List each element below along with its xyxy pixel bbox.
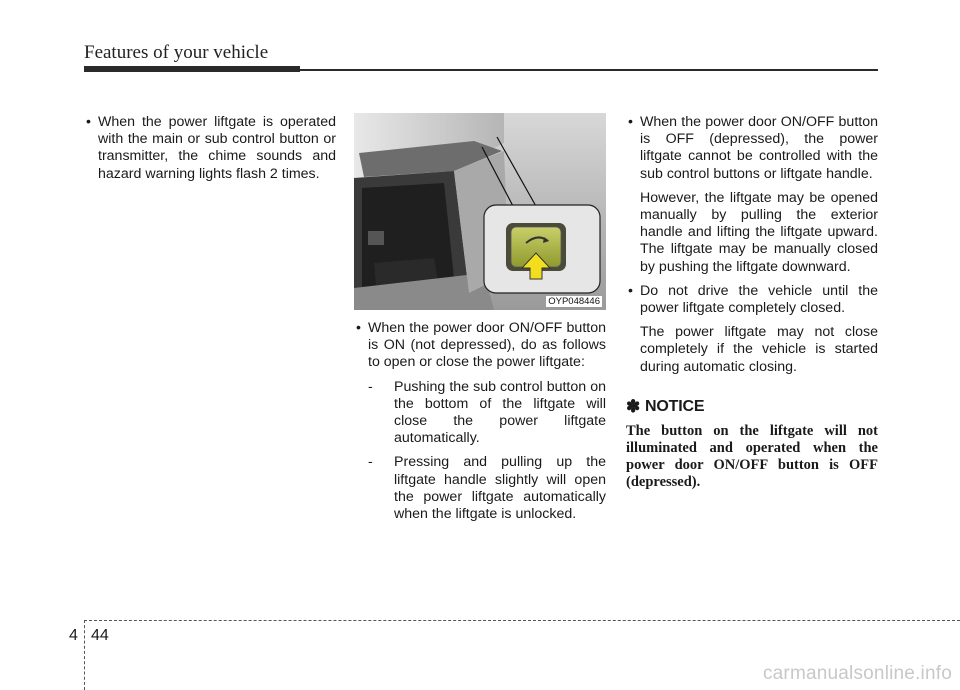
page-header-title: Features of your vehicle (84, 42, 269, 63)
column-left (84, 114, 336, 190)
bullet-do-not-drive: • Do not drive the vehicle until the power liftgate completely closed. (626, 283, 878, 317)
bullet-chime-info: • When the power liftgate is operated with the main or sub control button or transmitter, the chime sounds and hazard warning lights flash 2 times. (84, 114, 336, 183)
footer-dashed-line (84, 620, 960, 621)
sub-item-close (368, 379, 606, 448)
column-middle (354, 320, 606, 530)
dash-mark: - (368, 378, 373, 395)
watermark-text: carmanualsonline.info (762, 663, 952, 684)
liftgate-figure (354, 113, 606, 310)
dash-mark: - (368, 454, 373, 471)
sub-item-close-text: Pushing the sub control button on the bottom of the liftgate will close the power liftgate automatically. (394, 378, 606, 447)
notice-body: The button on the liftgate will not illuminated and operated when the power door ON/OFF button is OFF (depressed). (626, 423, 878, 491)
sub-item-open (368, 454, 606, 523)
footer-dashed-separator (84, 620, 86, 690)
notice-title-text: NOTICE (645, 397, 705, 415)
sub-item-open-text: Pressing and pulling up the liftgate handle slightly will open the power liftgate automatically when the liftgate is unlocked. (394, 454, 606, 523)
bullet-door-on: • When the power door ON/OFF button is ON (not depressed), do as follows to open or close the power liftgate: (354, 320, 606, 372)
notice-heading (626, 398, 878, 415)
figure-code: OYP048446 (548, 296, 600, 307)
liftgate-illustration (354, 113, 606, 310)
column-right (626, 114, 878, 491)
header-rule-thick (84, 66, 300, 72)
bullet-door-off: • When the power door ON/OFF button is OFF (depressed), the power liftgate cannot be controlled with the sub control buttons or liftgate handle. (626, 114, 878, 183)
notice-star-icon: ✽ (626, 396, 641, 416)
header-rule-thin (300, 69, 878, 71)
para-may-not-close: The power liftgate may not close completely if the vehicle is started during automatic closing. (640, 324, 878, 375)
chapter-number: 4 (69, 627, 78, 644)
page-number: 44 (91, 627, 109, 644)
para-manual-operation: However, the liftgate may be opened manually by pulling the exterior handle and lifting the liftgate upward. The liftgate may be manually closed by pushing the liftgate downward. (640, 189, 878, 275)
